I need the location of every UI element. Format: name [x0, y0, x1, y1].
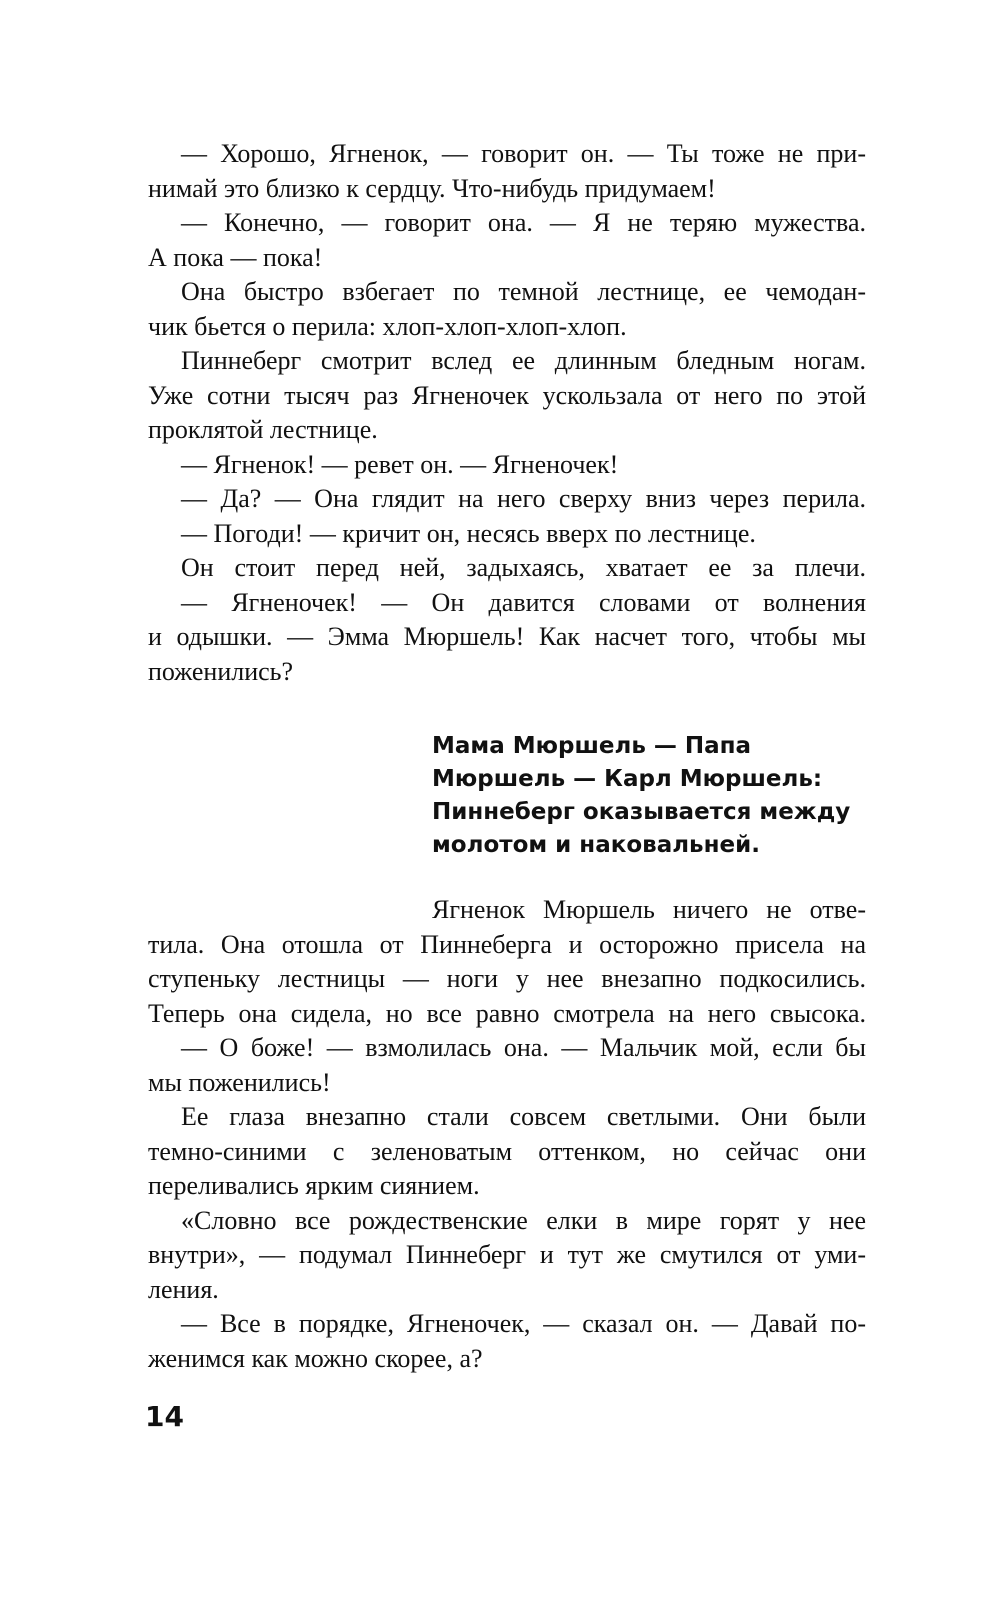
text-line: Он стоит перед ней, задыхаясь, хватает ее за плечи.	[181, 553, 866, 582]
text-line: — О боже! — взмолилась она. — Мальчик мой, если бы	[181, 1033, 866, 1062]
text-line: — Да? — Она глядит на него сверху вниз через перила.	[181, 484, 866, 513]
heading-line: молотом и наковальней.	[432, 832, 760, 858]
heading-line: Пиннеберг оказывается между	[432, 799, 851, 825]
text-line: — Все в порядке, Ягненочек, — сказал он. — Давай по-	[181, 1309, 866, 1338]
text-line: Теперь она сидела, но все равно смотрела на него свысока.	[148, 998, 866, 1028]
text-line: Она быстро взбегает по темной лестнице, ее чемодан-	[181, 277, 866, 306]
text-block-2	[148, 893, 866, 1376]
text-line: ления.	[148, 1274, 219, 1304]
text-line: А пока — пока!	[148, 242, 323, 272]
text-line: ступеньку лестницы — ноги у нее внезапно подкосились.	[148, 964, 866, 993]
text-line: Ягненок Мюршель ничего не отве-	[432, 895, 866, 924]
text-block-1	[148, 137, 866, 689]
text-line: — Погоди! — кричит он, несясь вверх по лестнице.	[181, 518, 756, 548]
text-line: переливались ярким сиянием.	[148, 1171, 480, 1200]
text-line: Ее глаза внезапно стали совсем светлыми. Они были	[181, 1102, 866, 1131]
text-line: «Словно все рождественские елки в мире горят у нее	[181, 1205, 866, 1235]
text-line: — Ягненок! — ревет он. — Ягненочек!	[181, 449, 619, 479]
text-line: проклятой лестнице.	[148, 415, 378, 444]
chapter-heading	[432, 730, 872, 862]
text-line: внутри», — подумал Пиннеберг и тут же смутился от уми-	[148, 1240, 866, 1269]
text-line: нимай это близко к сердцу. Что-нибудь придумаем!	[148, 173, 716, 203]
text-line: Уже сотни тысяч раз Ягненочек ускользала от него по этой	[148, 380, 866, 410]
text-line: тила. Она отошла от Пиннеберга и осторожно присела на	[148, 929, 866, 959]
heading-line: Мама Мюршель — Папа	[432, 733, 752, 759]
text-line: женимся как можно скорее, а?	[148, 1343, 483, 1373]
text-line: — Ягненочек! — Он давится словами от волнения	[181, 587, 866, 617]
text-line: — Хорошо, Ягненок, — говорит он. — Ты тоже не при-	[181, 139, 866, 168]
text-line: мы поженились!	[148, 1067, 331, 1097]
text-line: Пиннеберг смотрит вслед ее длинным бледным ногам.	[181, 346, 866, 375]
heading-line: Мюршель — Карл Мюршель:	[432, 766, 823, 792]
text-line: и одышки. — Эмма Мюршель! Как насчет того, чтобы мы	[148, 622, 866, 651]
text-line: — Конечно, — говорит она. — Я не теряю мужества.	[181, 208, 866, 237]
text-line: темно-синими с зеленоватым оттенком, но сейчас они	[148, 1136, 866, 1166]
text-line: поженились?	[148, 656, 294, 686]
text-line: чик бьется о перила: хлоп-хлоп-хлоп-хлоп.	[148, 311, 627, 341]
page-number: 14	[145, 1400, 184, 1433]
